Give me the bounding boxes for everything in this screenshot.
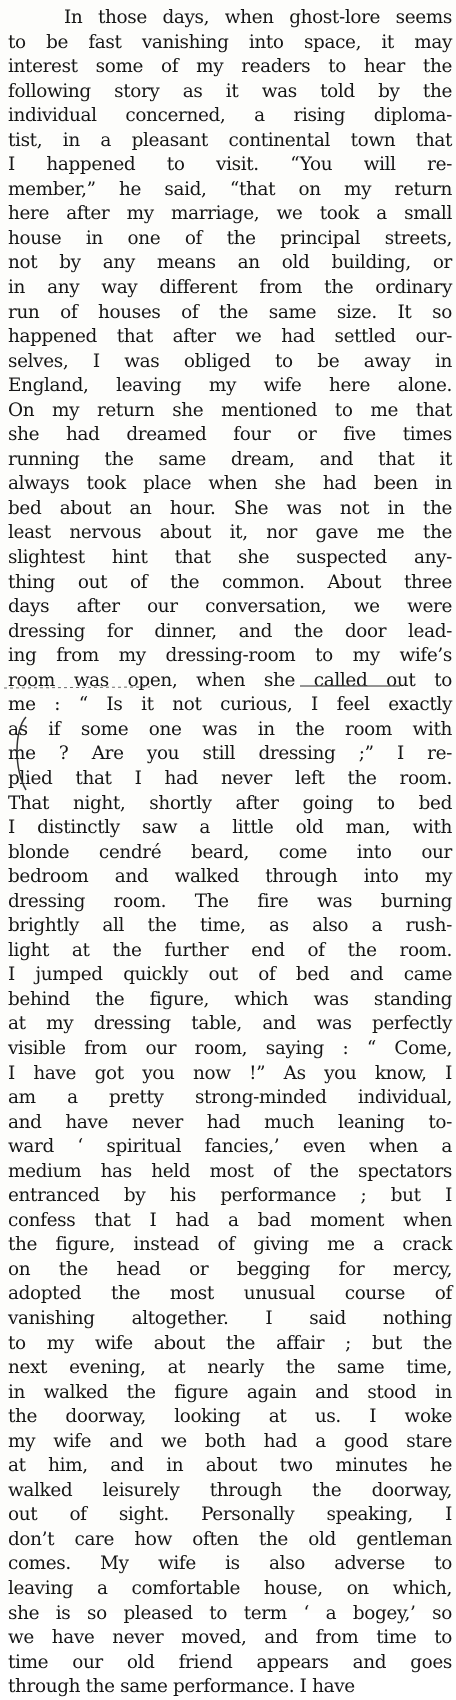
article-line: am a pretty strong-minded individual, [8, 1087, 452, 1109]
article-line: brightly all the time, as also a rush- [8, 915, 452, 937]
article-line: walked leisurely through the doorway, [8, 1479, 452, 1501]
article-line: individual concerned, a rising diploma- [8, 105, 452, 127]
article-line: comes. My wife is also adverse to [8, 1553, 452, 1575]
article-line: following story as it was told by the [8, 80, 452, 102]
article-line: I jumped quickly out of bed and came [8, 964, 452, 986]
article-line: happened that after we had settled our- [8, 326, 452, 348]
article-line: in any way different from the ordinary [8, 277, 452, 299]
article-line: I have got you now !” As you know, I [8, 1062, 452, 1084]
article-line: plied that I had never left the room. [8, 767, 452, 789]
article-line: member,” he said, “that on my return [8, 178, 452, 200]
article-line: at my dressing table, and was perfectly [8, 1013, 452, 1035]
article-line: at him, and in about two minutes he [8, 1455, 452, 1477]
article-line: as if some one was in the room with [8, 718, 452, 740]
article-line: light at the further end of the room. [8, 939, 452, 961]
article-line: don’t care how often the old gentleman [8, 1528, 452, 1550]
article-line: leaving a comfortable house, on which, [8, 1578, 452, 1599]
article-line: to my wife about the affair ; but the [8, 1332, 452, 1354]
article-line: England, leaving my wife here alone. [8, 375, 452, 397]
article-line: always took place when she had been in [8, 473, 452, 495]
article-line: I distinctly saw a little old man, with [8, 817, 452, 839]
article-line: we have never moved, and from time to [8, 1627, 452, 1649]
article-line: In those days, when ghost-lore seems [64, 7, 452, 28]
article-line: me ? Are you still dressing ;” I re- [8, 743, 452, 765]
article-line: blonde cendré beard, come into our [8, 841, 452, 863]
article-line: visible from our room, saying : “ Come, [8, 1037, 452, 1059]
article-line: tist, in a pleasant continental town that [8, 129, 452, 151]
article-line: bed about an hour. She was not in the [8, 497, 452, 519]
article-line: slightest hint that she suspected any- [8, 547, 452, 569]
article-line: time our old friend appears and goes [8, 1651, 452, 1673]
article-line: interest some of my readers to hear the [8, 56, 452, 78]
article-line: my wife and we both had a good stare [8, 1430, 452, 1452]
article-line: behind the figure, which was standing [8, 988, 452, 1010]
article-line: That night, shortly after going to bed [8, 792, 452, 814]
article-line: here after my marriage, we took a small [8, 203, 452, 225]
article-line: thing out of the common. About three [8, 571, 452, 593]
article-line: she is so pleased to term ‘ a bogey,’ so [8, 1602, 452, 1624]
article-line: ward ‘ spiritual fancies,’ even when a [8, 1136, 452, 1158]
article-line: medium has held most of the spectators [8, 1160, 452, 1182]
article-line: me : “ Is it not curious, I feel exactly [8, 694, 452, 716]
article-line: on the head or begging for mercy, [8, 1258, 452, 1280]
article-line: days after our conversation, we were [8, 596, 452, 618]
article-line: dressing room. The fire was burning [8, 890, 452, 912]
article-line: in walked the figure again and stood in [8, 1381, 452, 1403]
article-line: I happened to visit. “You will re- [8, 154, 452, 176]
article-column [8, 6, 452, 1700]
article-line: not by any means an old building, or [8, 252, 452, 274]
article-line: out of sight. Personally speaking, I [8, 1504, 452, 1526]
article-line: dressing for dinner, and the door lead- [8, 620, 452, 642]
article-line: running the same dream, and that it [8, 448, 452, 470]
article-line: entranced by his performance ; but I [8, 1185, 452, 1207]
article-line: selves, I was obliged to be away in [8, 350, 452, 372]
article-line: room was open, when she called out to [8, 669, 452, 691]
article-line: she had dreamed four or five times [8, 424, 452, 446]
article-line: On my return she mentioned to me that [8, 399, 452, 421]
article-line: and have never had much leaning to- [8, 1111, 452, 1133]
article-line: through the same performance. I have [8, 1676, 355, 1698]
article-line: to be fast vanishing into space, it may [8, 31, 452, 53]
article-line: adopted the most unusual course of [8, 1283, 452, 1305]
article-line: ing from my dressing-room to my wife’s [8, 645, 452, 667]
article-line: run of houses of the same size. It so [8, 301, 452, 323]
article-line: next evening, at nearly the same time, [8, 1357, 452, 1379]
article-line: vanishing altogether. I said nothing [8, 1307, 452, 1329]
article-line: least nervous about it, nor gave me the [8, 522, 452, 544]
article-line: bedroom and walked through into my [8, 866, 452, 888]
article-line: confess that I had a bad moment when [8, 1209, 452, 1231]
article-line: the figure, instead of giving me a crack [8, 1234, 452, 1256]
article-line: house in one of the principal streets, [8, 227, 452, 249]
article-line: the doorway, looking at us. I woke [8, 1406, 452, 1428]
